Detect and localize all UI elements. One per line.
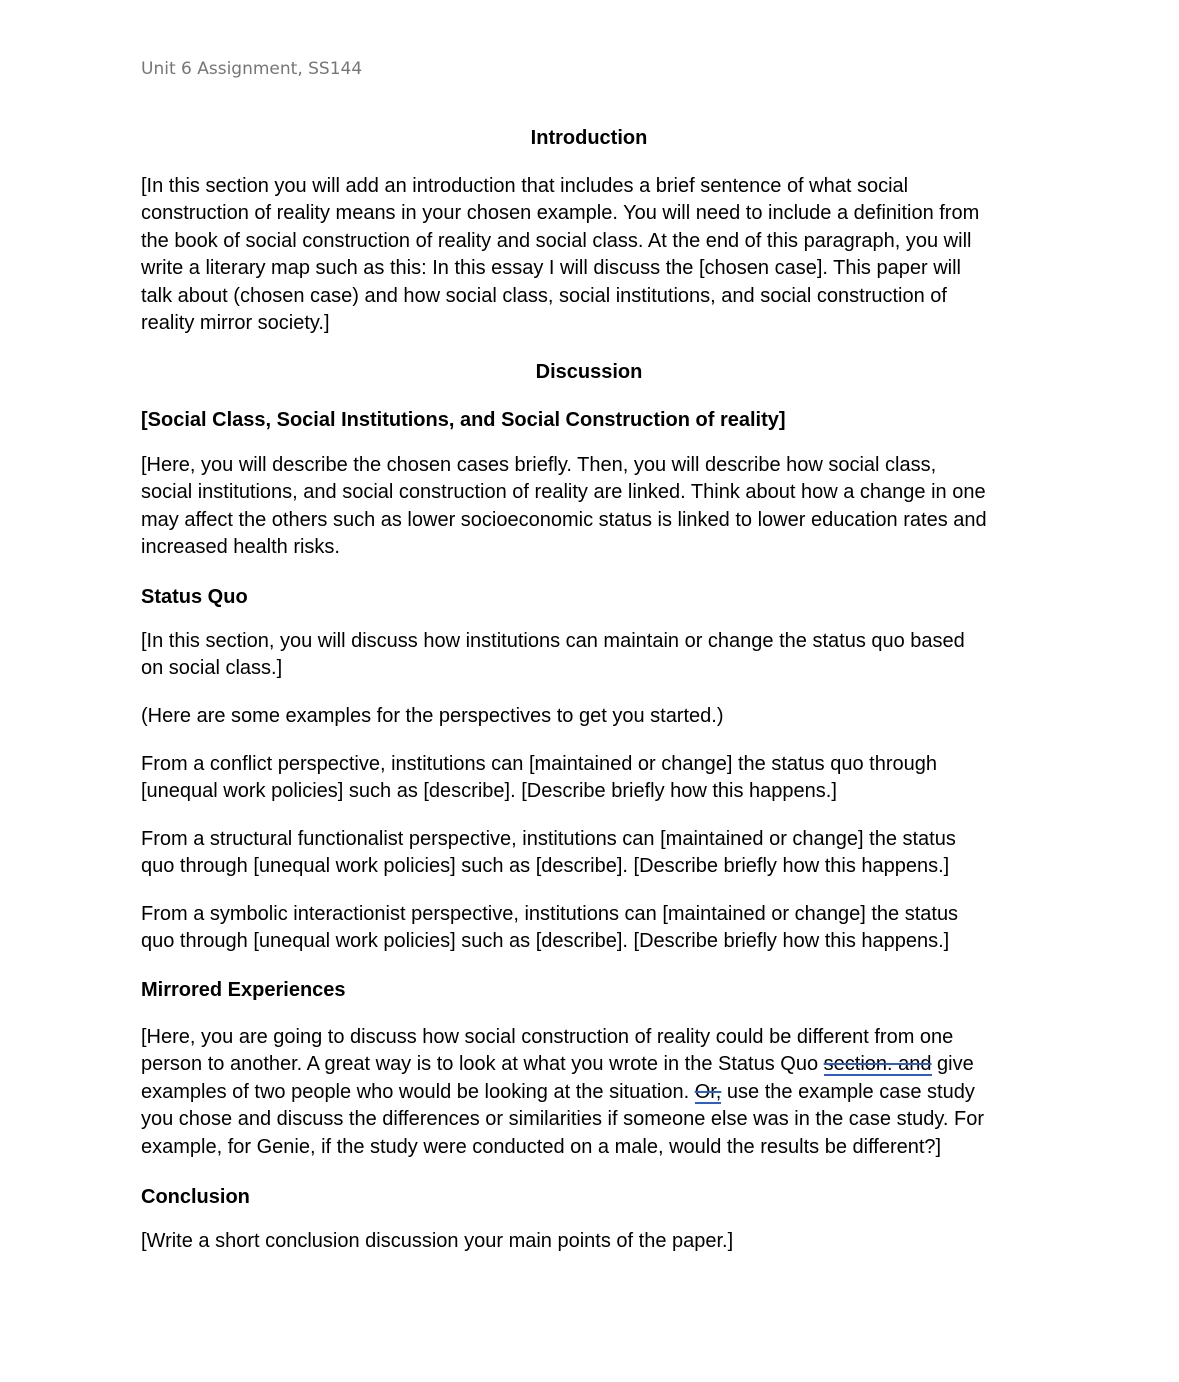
paragraph-line: From a symbolic interactionist perspective, institutions can [maintained or change] the status bbox=[141, 903, 959, 925]
paragraph-line: [unequal work policies] such as [describe]. [Describe briefly how this happens.] bbox=[141, 780, 837, 803]
examples-note bbox=[141, 703, 1041, 730]
paragraph-line: [Write a short conclusion discussion your main points of the paper.] bbox=[141, 1230, 734, 1252]
tracked-deletion[interactable]: Or, bbox=[694, 1080, 722, 1103]
paragraph-line: reality mirror society.] bbox=[141, 312, 330, 335]
paragraph-line: may affect the others such as lower socioeconomic status is linked to lower education rates and bbox=[141, 508, 987, 531]
symbolic-perspective bbox=[141, 901, 1041, 956]
status-quo-heading: Status Quo bbox=[141, 586, 248, 608]
paragraph-line: write a literary map such as this: In this essay I will discuss the [chosen case]. This paper will bbox=[141, 257, 961, 280]
paragraph-line bbox=[141, 1079, 1041, 1106]
paragraph-line bbox=[141, 1051, 1041, 1078]
paragraph-line: [In this section, you will discuss how institutions can maintain or change the status quo based bbox=[141, 630, 965, 652]
conflict-perspective bbox=[141, 751, 1041, 806]
paragraph-line: the book of social construction of reality and social class. At the end of this paragraph, you will bbox=[141, 229, 972, 252]
paragraph-line: on social class.] bbox=[141, 657, 283, 680]
introduction-paragraph bbox=[141, 173, 1041, 337]
paragraph-line: example, for Genie, if the study were conducted on a male, would the results be different?] bbox=[141, 1135, 942, 1158]
line-text: give bbox=[931, 1053, 974, 1076]
paragraph-line: quo through [unequal work policies] such as [describe]. [Describe briefly how this happens.] bbox=[141, 930, 950, 953]
discussion-subheading: [Social Class, Social Institutions, and Social Construction of reality] bbox=[141, 409, 786, 431]
paragraph-line: talk about (chosen case) and how social class, social institutions, and social construction of bbox=[141, 284, 947, 307]
running-header: Unit 6 Assignment, SS144 bbox=[141, 59, 363, 79]
paragraph-line: increased health risks. bbox=[141, 536, 340, 559]
tracked-deletion[interactable]: section. and bbox=[823, 1053, 932, 1076]
paragraph-line: From a conflict perspective, institutions can [maintained or change] the status quo through bbox=[141, 753, 937, 775]
paragraph-line: [In this section you will add an introduction that includes a brief sentence of what social bbox=[141, 175, 909, 197]
paragraph-line: [Here, you will describe the chosen cases briefly. Then, you will describe how social class, bbox=[141, 454, 937, 476]
line-text: examples of two people who would be looking at the situation. bbox=[141, 1080, 695, 1103]
line-text: use the example case study bbox=[721, 1080, 975, 1103]
introduction-heading: Introduction bbox=[530, 127, 648, 149]
mirrored-heading: Mirrored Experiences bbox=[141, 979, 346, 1001]
paragraph-line: (Here are some examples for the perspectives to get you started.) bbox=[141, 705, 724, 727]
conclusion-heading: Conclusion bbox=[141, 1186, 250, 1208]
paragraph-line: you chose and discuss the differences or similarities if someone else was in the case study. For bbox=[141, 1108, 984, 1131]
paragraph-line: quo through [unequal work policies] such as [describe]. [Describe briefly how this happens.] bbox=[141, 855, 950, 878]
paragraph-line: From a structural functionalist perspective, institutions can [maintained or change] the status bbox=[141, 828, 956, 850]
conclusion-paragraph bbox=[141, 1228, 1041, 1255]
paragraph-line: [Here, you are going to discuss how social construction of reality could be different from one bbox=[141, 1026, 954, 1048]
discussion-paragraph bbox=[141, 452, 1041, 562]
paragraph-line: social institutions, and social construction of reality are linked. Think about how a change in one bbox=[141, 481, 986, 504]
line-text: person to another. A great way is to look at what you wrote in the Status Quo bbox=[141, 1053, 824, 1076]
discussion-heading: Discussion bbox=[535, 361, 643, 383]
mirrored-paragraph bbox=[141, 1024, 1041, 1161]
structural-perspective bbox=[141, 826, 1041, 881]
status-quo-intro bbox=[141, 628, 1041, 683]
paragraph-line: construction of reality means in your chosen example. You will need to include a definition from bbox=[141, 202, 980, 225]
